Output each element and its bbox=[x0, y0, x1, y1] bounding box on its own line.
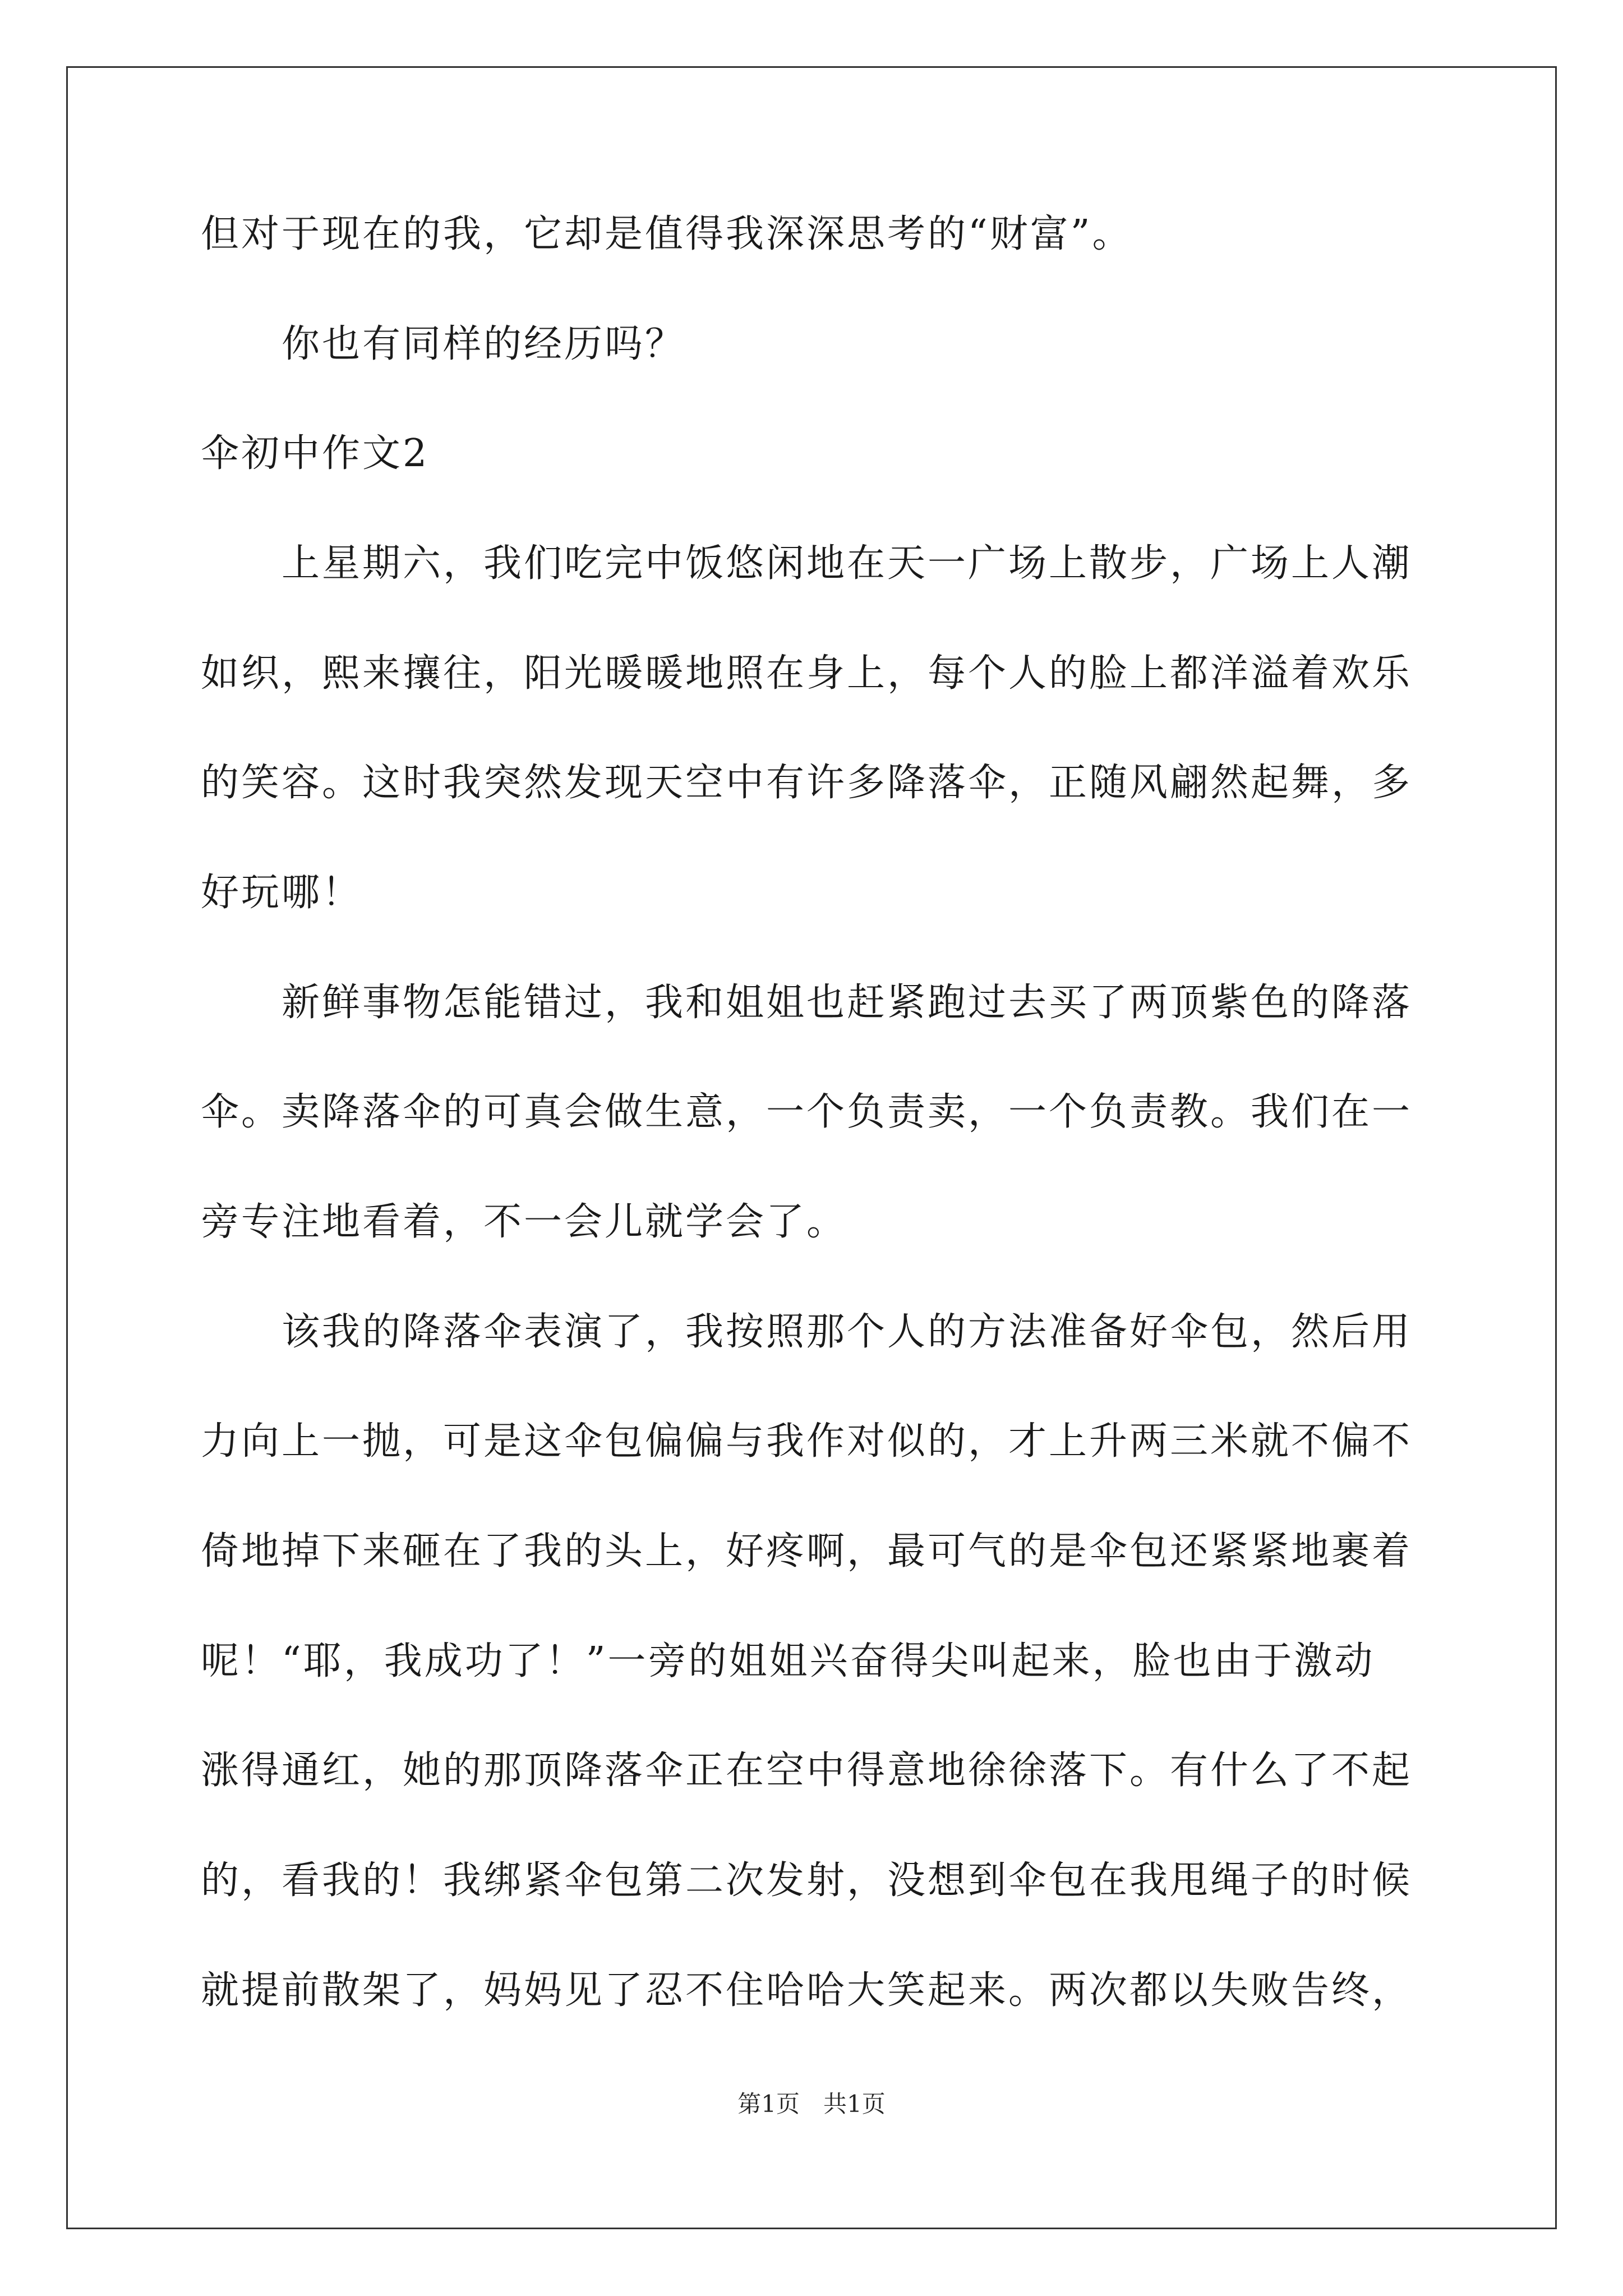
section-heading: 伞初中作文2 bbox=[201, 431, 430, 476]
text-line: 涨得通红，她的那顶降落伞正在空中得意地徐徐落下。有什么了不起 bbox=[201, 1749, 1413, 1793]
text-line: 呢！“耶，我成功了！”一旁的姐姐兴奋得尖叫起来，脸也由于激动 bbox=[201, 1639, 1375, 1683]
text-line: 的笑容。这时我突然发现天空中有许多降落伞，正随风翩然起舞，多 bbox=[201, 761, 1413, 805]
text-line: 上星期六，我们吃完中饭悠闲地在天一广场上散步，广场上人潮 bbox=[201, 541, 1413, 586]
document-body bbox=[201, 212, 1435, 2013]
text-line: 该我的降落伞表演了，我按照那个人的方法准备好伞包，然后用 bbox=[201, 1310, 1413, 1354]
text-line: 伞。卖降落伞的可真会做生意，一个负责卖，一个负责教。我们在一 bbox=[201, 1090, 1413, 1134]
page-number-footer: 第1页 共1页 bbox=[737, 2090, 886, 2118]
text-line: 就提前散架了，妈妈见了忍不住哈哈大笑起来。两次都以失败告终， bbox=[201, 1968, 1413, 2013]
text-line: 力向上一抛，可是这伞包偏偏与我作对似的，才上升两三米就不偏不 bbox=[201, 1419, 1413, 1464]
text-line: 你也有同样的经历吗？ bbox=[201, 322, 686, 366]
text-line: 倚地掉下来砸在了我的头上，好疼啊，最可气的是伞包还紧紧地裹着 bbox=[201, 1529, 1413, 1573]
text-line: 新鲜事物怎能错过，我和姐姐也赶紧跑过去买了两顶紫色的降落 bbox=[201, 981, 1413, 1025]
text-line: 如织，熙来攘往，阳光暖暖地照在身上，每个人的脸上都洋溢着欢乐 bbox=[201, 651, 1413, 696]
text-line: 的，看我的！我绑紧伞包第二次发射，没想到伞包在我甩绳子的时候 bbox=[201, 1858, 1413, 1903]
text-line: 旁专注地看着，不一会儿就学会了。 bbox=[201, 1200, 847, 1244]
text-line: 但对于现在的我，它却是值得我深深思考的“财富”。 bbox=[201, 212, 1133, 256]
text-line: 好玩哪！ bbox=[201, 871, 363, 915]
